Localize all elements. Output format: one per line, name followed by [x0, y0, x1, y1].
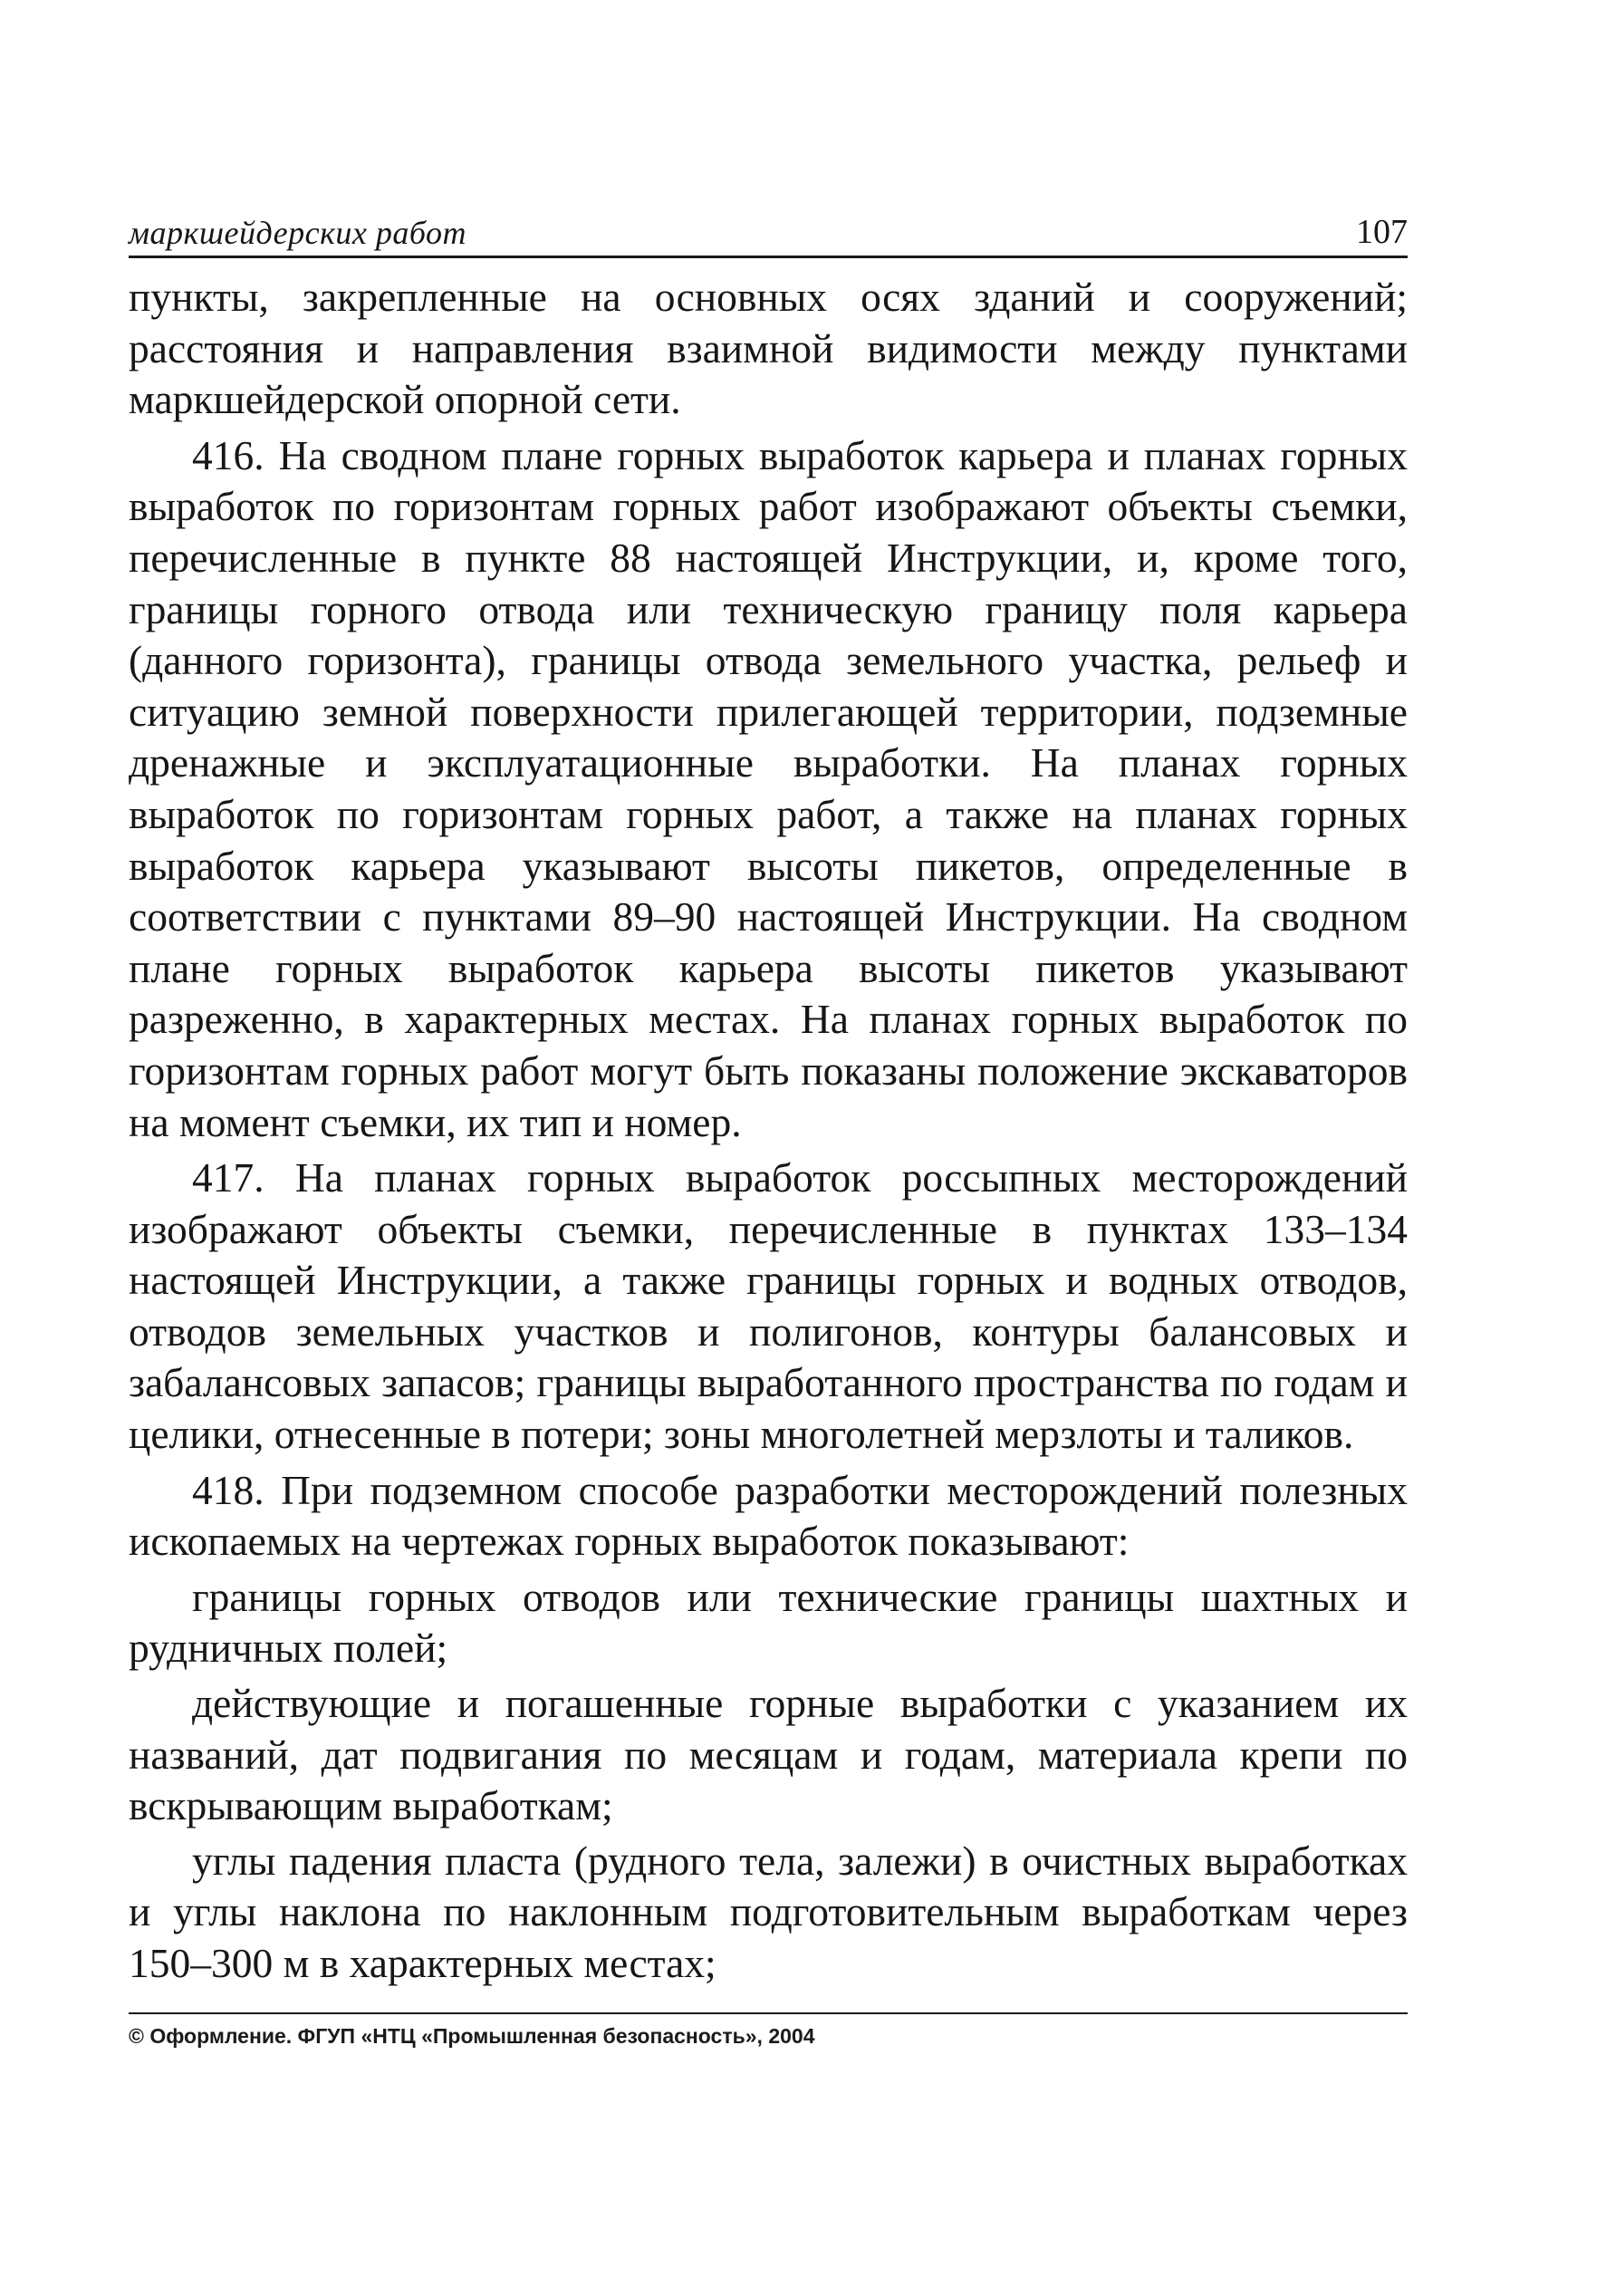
list-item-2: действующие и погашенные горные выработки с указанием их названий, дат подвигания по месяцам и годам, материала крепи по вскрывающим выработкам;	[129, 1680, 1408, 1829]
paragraph-continuation: пункты, закрепленные на основных осях зданий и сооружений; расстояния и направления взаимной видимости между пунктами маркшейдерской опорной сети.	[129, 274, 1408, 423]
paragraph-417: 417. На планах горных выработок россыпных месторождений изображают объекты съемки, перечисленные в пунктах 133–134 настоящей Инструкции, а также границы горных и водных отводов, отводов земельных участков и полигонов, контуры балансовых и забалансовых запасов; границы выработанного пространства по годам и целики, отнесенные в потери; зоны многолетней мерзлоты и таликов.	[129, 1154, 1408, 1458]
page-header	[129, 210, 1408, 258]
list-item-1: границы горных отводов или технические границы шахтных и рудничных полей;	[129, 1573, 1408, 1672]
list-item-3: углы падения пласта (рудного тела, залежи) в очистных выработках и углы наклона по наклонным подготовительным выработкам через 150–300 м в характерных местах;	[129, 1837, 1408, 1986]
paragraph-418: 418. При подземном способе разработки месторождений полезных ископаемых на чертежах горных выработок показывают:	[129, 1466, 1408, 1565]
body-text	[129, 272, 1408, 1993]
footer-rule	[129, 2012, 1408, 2014]
footer-copyright: © Оформление. ФГУП «НТЦ «Промышленная безопасность», 2004	[129, 2024, 815, 2048]
page-number: 107	[1356, 213, 1408, 251]
paragraph-416: 416. На сводном плане горных выработок карьера и планах горных выработок по горизонтам горных работ изображают объекты съемки, перечисленные в пункте 88 настоящей Инструкции, и, кроме того, границы горного отвода или техническую границу поля карьера (данного горизонта), границы отвода земельного участка, рельеф и ситуацию земной поверхности прилегающей территории, подземные дренажные и эксплуатационные выработки. На планах горных выработок по горизонтам горных работ, а также на планах горных выработок карьера указывают высоты пикетов, определенные в соответствии с пунктами 89–90 настоящей Инструкции. На сводном плане горных выработок карьера высоты пикетов указывают разреженно, в характерных местах. На планах горных выработок по горизонтам горных работ могут быть показаны положение экскаваторов на момент съемки, их тип и номер.	[129, 431, 1408, 1145]
running-title: маркшейдерских работ	[129, 215, 467, 251]
